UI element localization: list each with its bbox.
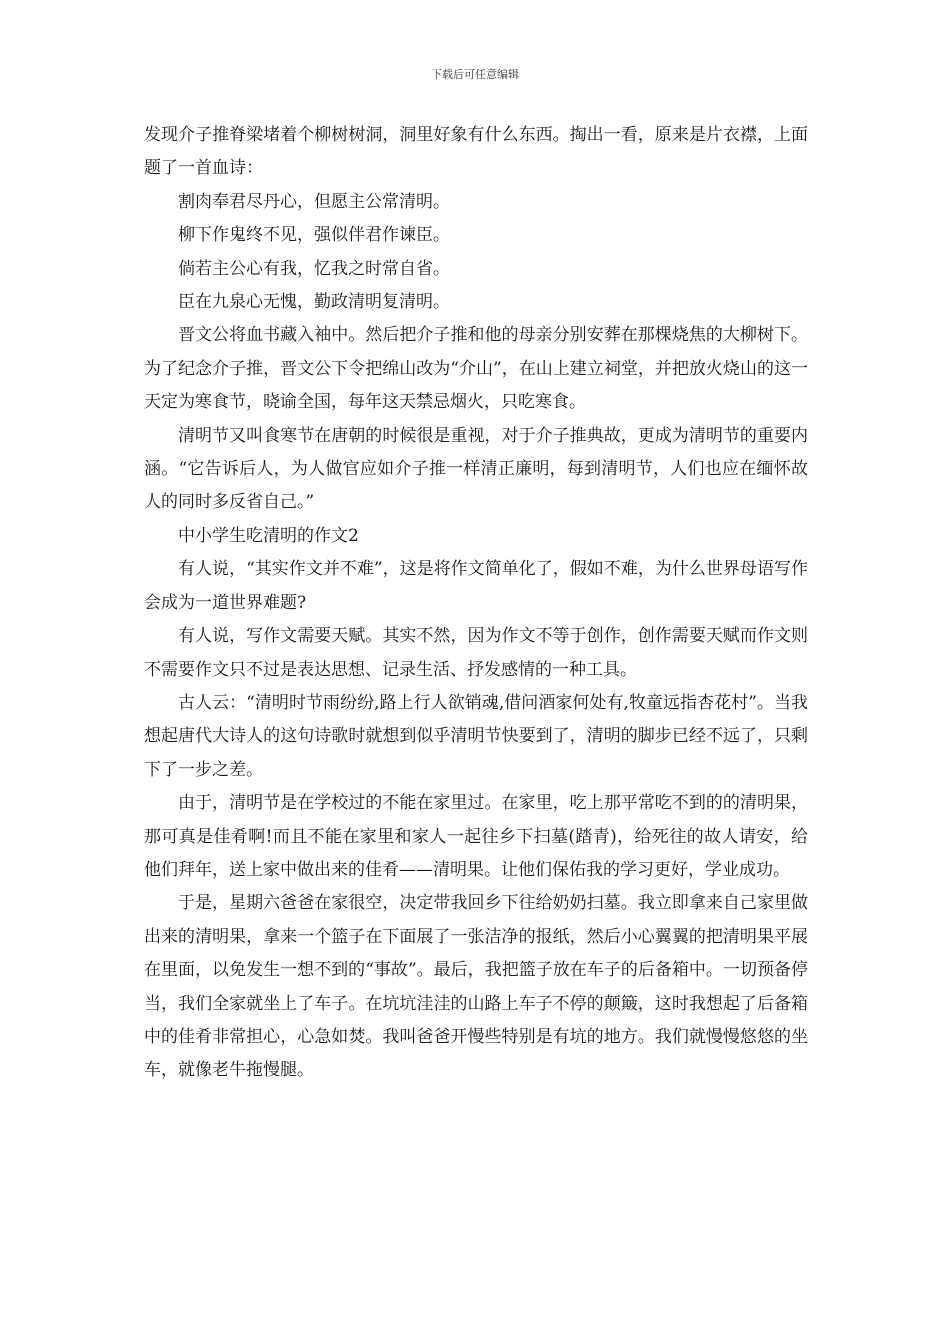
poem-line: 割肉奉君尽丹心，但愿主公常清明。 [178, 191, 450, 212]
paragraph: 清明节又叫食寒节在唐朝的时候很是重视，对于介子推典故，更成为清明节的重要内涵。“它告诉后人，为人做官应如介子推一样清正廉明，每到清明节，人们也应在缅怀故人的同时多反省自己。” [144, 425, 808, 513]
paragraph: 有人说，写作文需要天赋。其实不然，因为作文不等于创作，创作需要天赋而作文则不需要作文只不过是表达思想、记录生活、抒发感情的一种工具。 [144, 626, 808, 680]
page-header: 下载后可任意编辑 [431, 68, 519, 81]
paragraph: 发现介子推脊梁堵着个柳树树洞，洞里好象有什么东西。掏出一看，原来是片衣襟，上面题了一首血诗： [144, 125, 808, 179]
paragraph: 古人云：“清明时节雨纷纷,路上行人欲销魂,借问酒家何处有,牧童远指杏花村”。当我想起唐代大诗人的这句诗歌时就想到似乎清明节快要到了，清明的脚步已经不远了，只剩下了一步之差。 [144, 692, 808, 780]
paragraph: 于是，星期六爸爸在家很空，决定带我回乡下往给奶奶扫墓。我立即拿来自己家里做出来的清明果，拿来一个篮子在下面展了一张洁净的报纸，然后小心翼翼的把清明果平展在里面，以免发生一想不到的“事故”。最后，我把篮子放在车子的后备箱中。一切预备停当，我们全家就坐上了车子。在坑坑洼洼的山路上车子不停的颠簸，这时我想起了后备箱中的佳肴非常担心，心急如焚。我叫爸爸开慢些特别是有坑的地方。我们就慢慢悠悠的坐车，就像老牛拖慢腿。 [144, 893, 808, 1081]
paragraph: 有人说，“其实作文并不难”，这是将作文简单化了，假如不难，为什么世界母语写作会成为一道世界难题? [144, 559, 808, 613]
section-title: 中小学生吃清明的作文2 [178, 525, 359, 546]
paragraph: 晋文公将血书藏入袖中。然后把介子推和他的母亲分别安葬在那棵烧焦的大柳树下。为了纪念介子推，晋文公下令把绵山改为“介山”，在山上建立祠堂，并把放火烧山的这一天定为寒食节，晓谕全国，每年这天禁忌烟火，只吃寒食。 [144, 325, 808, 413]
paragraph: 由于，清明节是在学校过的不能在家里过。在家里，吃上那平常吃不到的的清明果，那可真是佳肴啊!而且不能在家里和家人一起往乡下扫墓(踏青)，给死往的故人请安，给他们拜年，送上家中做出来的佳肴——清明果。让他们保佑我的学习更好，学业成功。 [144, 793, 808, 880]
poem-line: 柳下作鬼终不见，强似伴君作谏臣。 [178, 225, 450, 246]
document-body [144, 119, 808, 1088]
poem-line: 倘若主公心有我，忆我之时常自省。 [178, 258, 450, 279]
poem-line: 臣在九泉心无愧，勤政清明复清明。 [178, 292, 450, 313]
